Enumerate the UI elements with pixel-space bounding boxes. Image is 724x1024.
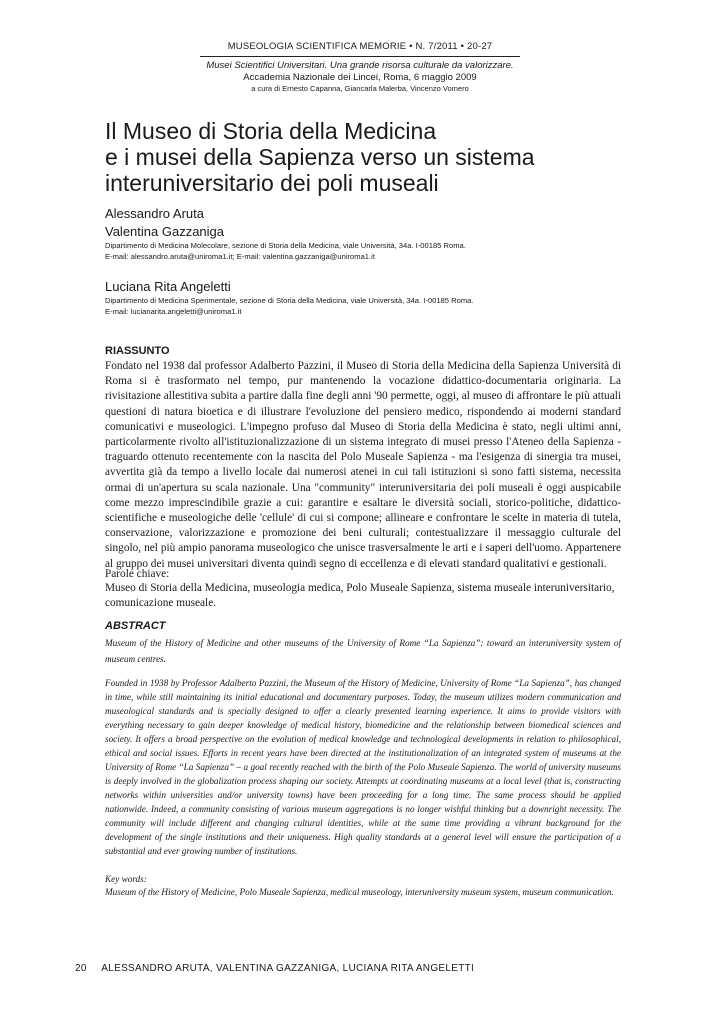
keywords-text: Museum of the History of Medicine, Polo Museale Sapienza, medical museology, interuniversity museum system, museum communication. xyxy=(105,887,614,897)
proceedings-title: Musei Scientifici Universitari. Una grande risorsa culturale da valorizzare. xyxy=(206,60,514,71)
running-head: ALESSANDRO ARUTA, VALENTINA GAZZANIGA, LUCIANA RITA ANGELETTI xyxy=(101,963,475,974)
keywords-label: Key words: xyxy=(105,874,147,884)
affiliation-department: Dipartimento di Medicina Molecolare, sezione di Storia della Medicina, viale Università, 34a. I-00185 Roma. xyxy=(105,241,466,250)
riassunto-body: Fondato nel 1938 dal professor Adalberto Pazzini, il Museo di Storia della Medicina della Sapienza Università di Roma si è trasformato nel tempo, pur mantenendo la vocazione didattico-documentaria originaria. La rivisitazione allestitiva subita a partire dalla fine degli anni '90 permette, oggi, al museo di affrontare le più attuali questioni di natura bioetica e di illustrare l'evoluzione del pensiero medico, rispondendo ai moderni standard comunicativi e museologici. L'impegno profuso dal Museo di Storia della Medicina è stato, negli ultimi anni, particolarmente rivolto all'istituzionalizzazione di un sistema integrato di musei presso l'Ateneo della Sapienza - traguardo ottenuto recentemente con la nascita del Polo Museale Sapienza - ma l'esigenza di sinergia tra musei, avvertita già da tempo a livello locale dai numerosi atenei in cui tali istituzioni si sono fatti sistema, necessita ormai di un'apertura su scala nazionale. Una "community" interuniversitaria dei poli museali è oggi auspicabile come mezzo imprescindibile grazie a cui: garantire e esaltare le diversità sociali, storico-politiche, didattico-scientifiche e museologiche delle 'cellule' di cui si compone; allineare e confrontare le scelte in materia di tutela, conservazione, valorizzazione e promozione dei beni culturali; contestualizzare il messaggio culturale del singolo, nel più ampio panorama museologico che unisce trasversalmente le arti e i saperi dell'uomo. Appartenere al gruppo dei musei universitari diventa quindi segno di eccellenza e di elevati standard qualitativi e gestionali. xyxy=(105,360,621,570)
volume-editors: a cura di Ernesto Capanna, Giancarla Malerba, Vincenzo Vomero xyxy=(251,84,469,93)
affiliation-email: E-mail: lucianarita.angeletti@uniroma1.it xyxy=(105,306,242,316)
author-name: Alessandro Aruta xyxy=(105,206,205,221)
author-name: Valentina Gazzaniga xyxy=(105,224,225,239)
abstract-title: Museum of the History of Medicine and other museums of the University of Rome “La Sapienza”: toward an interuniversity system of museum centres. xyxy=(105,638,621,664)
abstract-heading: ABSTRACT xyxy=(105,620,166,632)
title-line-1: Il Museo di Storia della Medicina xyxy=(105,118,437,144)
affiliation-email: E-mail: alessandro.aruta@uniroma1.it; E-mail: valentina.gazzaniga@uniroma1.it xyxy=(105,251,375,261)
keywords-text: Museo di Storia della Medicina, museologia medica, Polo Museale Sapienza, sistema museale interuniversitario, comunicazione museale. xyxy=(105,582,615,610)
page-footer xyxy=(75,963,474,974)
riassunto-heading: RIASSUNTO xyxy=(105,345,170,357)
journal-header xyxy=(200,41,520,94)
author-affiliation xyxy=(105,296,665,317)
title-line-3: interuniversitario dei poli museali xyxy=(105,170,439,196)
affiliation-department: Dipartimento di Medicina Sperimentale, sezione di Storia della Medicina, viale Università, 34a. I-00185 Roma. xyxy=(105,296,474,305)
keywords-label: Parole chiave: xyxy=(105,568,170,580)
author-name: Luciana Rita Angeletti xyxy=(105,279,231,294)
conference-venue: Accademia Nazionale dei Lincei, Roma, 6 maggio 2009 xyxy=(243,72,477,83)
page-number: 20 xyxy=(75,963,87,974)
journal-citation: MUSEOLOGIA SCIENTIFICA MEMORIE • N. 7/2011 • 20-27 xyxy=(200,41,520,57)
author-affiliation xyxy=(105,241,665,262)
article-title xyxy=(105,118,665,196)
title-line-2: e i musei della Sapienza verso un sistema xyxy=(105,144,535,170)
abstract-body: Founded in 1938 by Professor Adalberto Pazzini, the Museum of the History of Medicine, University of Rome “La Sapienza”, has changed in time, while still maintaining its initial educational and documentary purposes. Today, the museum utilizes modern communication and museological standards and is specially designed to offer a clearly presented learning experience. It aims to provide visitors with everything necessary to gain deeper knowledge of medical history, biomedicine and the relationship between biomedical sciences and society. It offers a broad perspective on the evolution of medical knowledge and technological developments in relation to philosophical, ethical and social issues. Efforts in recent years have been directed at the institutionalization of an integrated system of museums at the University of Rome “La Sapienza” – a goal recently reached with the birth of the Polo Museale Sapienza. The world of university museums is deeply involved in the globalization process shaping our society. Attempts at coordinating museums at a local level (that is, constructing networks within universities and/or university towns) have been proceeding for a long time. The same process should be applied nationwide. Indeed, a community consisting of various museum aggregations is no longer wishful thinking but a downright necessity. The community will include different and changing cultural identities, while at the same time providing a vibrant background for the development of the single institutions and their uniqueness. High quality standards at a general level will ensure the participation of a substantial and ever growing number of institutions. xyxy=(105,678,621,856)
